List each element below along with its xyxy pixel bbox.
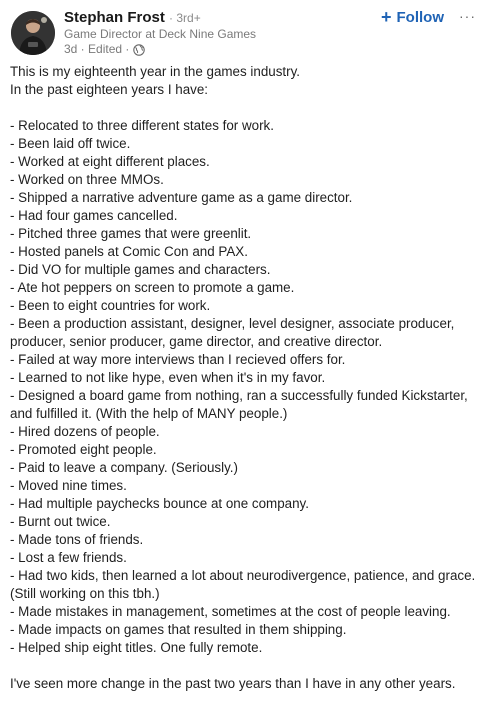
post-list-item: (Still working on this tbh.) [10,586,160,601]
avatar-portrait-icon [11,11,55,55]
post-list-item: - Promoted eight people. [10,442,157,457]
post-list-item: - Been a production assistant, designer, level designer, associate producer, [10,316,455,331]
follow-button[interactable] [381,7,444,27]
blank-line [10,657,485,675]
post-list-item: - Had two kids, then learned a lot about neurodivergence, patience, and grace. [10,568,476,583]
post-list-item: - Been to eight countries for work. [10,298,211,313]
author-name[interactable]: Stephan Frost [64,9,165,26]
post-list-item: - Had multiple paychecks bounce at one company. [10,496,309,511]
post-list-item: - Made impacts on games that resulted in them shipping. [10,622,347,637]
post-list-item: - Made tons of friends. [10,532,144,547]
post-list-item: - Helped ship eight titles. One fully remote. [10,640,263,655]
post-intro-line: This is my eighteenth year in the games industry. [10,64,301,79]
post-list-item: - Hosted panels at Comic Con and PAX. [10,244,248,259]
post-list-item: and fulfilled it. (With the help of MANY people.) [10,406,288,421]
post-list-item: - Hired dozens of people. [10,424,160,439]
author-line [64,9,201,27]
blank-line [10,99,485,117]
follow-label: Follow [396,8,445,26]
post-header [0,0,490,64]
post-list-item: - Relocated to three different states for work. [10,118,274,133]
post-list-item: - Lost a few friends. [10,550,127,565]
post-intro-line: In the past eighteen years I have: [10,82,209,97]
post-list-item: - Had four games cancelled. [10,208,178,223]
post-list-item: - Paid to leave a company. (Seriously.) [10,460,238,475]
post-timestamp: 3d · Edited · [64,42,130,56]
connection-degree: · 3rd+ [169,11,201,25]
post-list-item: - Made mistakes in management, sometimes at the cost of people leaving. [10,604,451,619]
post-list-item: - Burnt out twice. [10,514,111,529]
post-list-item: - Worked at eight different places. [10,154,210,169]
post-list-item: - Been laid off twice. [10,136,131,151]
post-meta [64,42,145,57]
post-list-item: - Ate hot peppers on screen to promote a game. [10,280,295,295]
post-list-item: - Worked on three MMOs. [10,172,164,187]
post-list-item: - Learned to not like hype, even when it's in my favor. [10,370,326,385]
post-list-item: - Did VO for multiple games and characters. [10,262,271,277]
post-list-item: - Moved nine times. [10,478,127,493]
post-body [10,63,485,693]
avatar[interactable] [11,11,55,55]
post-list-item: - Pitched three games that were greenlit. [10,226,252,241]
post-list-item: producer, senior producer, game director, and creative director. [10,334,383,349]
globe-icon [133,44,145,56]
plus-icon: + [381,7,392,27]
post-list-item: - Failed at way more interviews than I recieved offers for. [10,352,346,367]
more-options-icon[interactable]: ··· [459,8,476,24]
post-list-item: - Designed a board game from nothing, ran a successfully funded Kickstarter, [10,388,468,403]
post-closing-line: I've seen more change in the past two years than I have in any other years. [10,676,456,691]
author-headline: Game Director at Deck Nine Games [64,27,257,41]
post-list-item: - Shipped a narrative adventure game as a game director. [10,190,353,205]
